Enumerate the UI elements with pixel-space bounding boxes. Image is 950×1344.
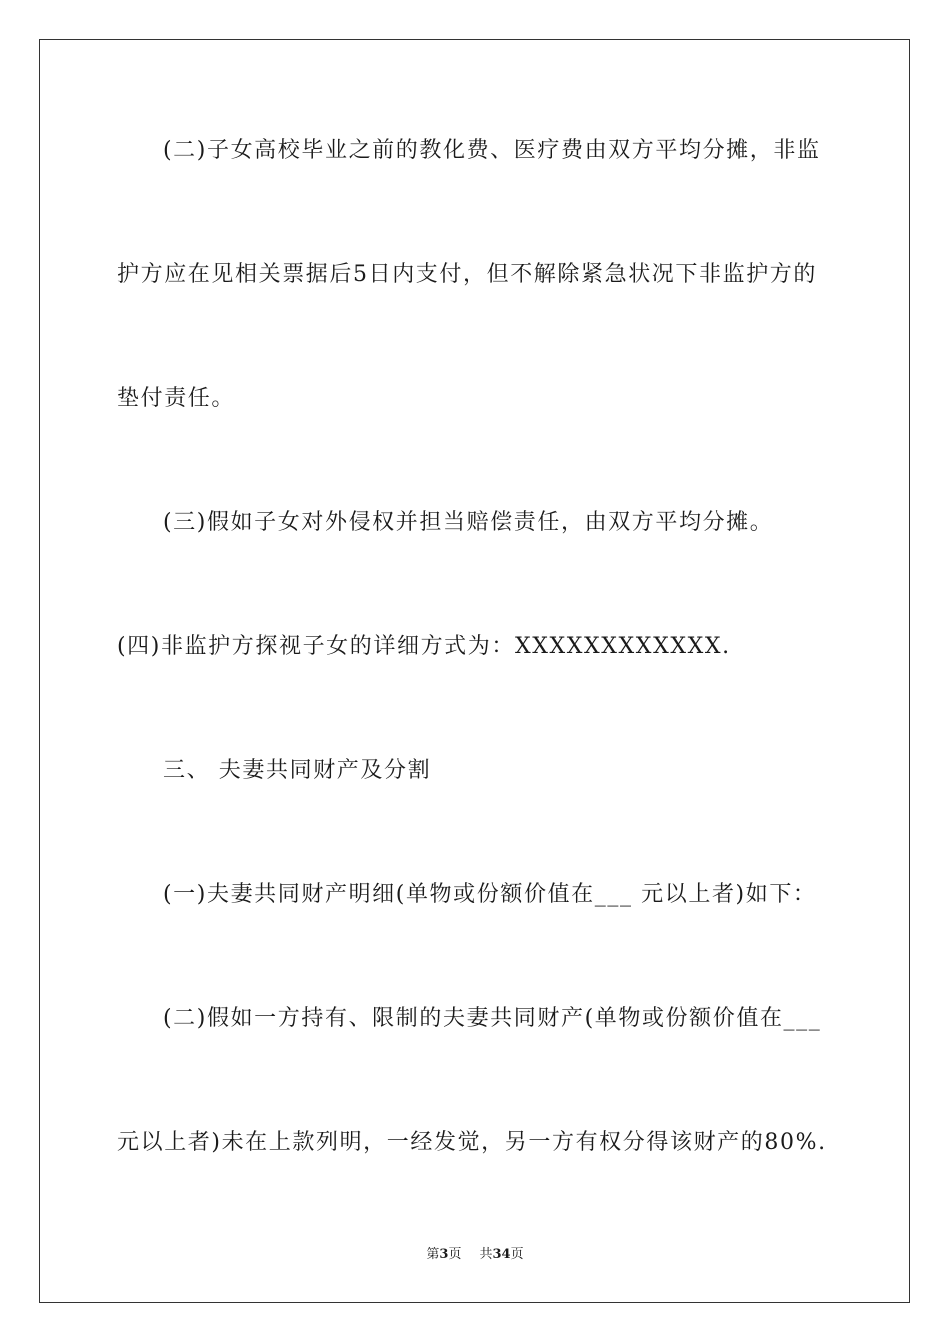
paragraph-line: (一)夫妻共同财产明细(单物或份额价值在___ 元以上者)如下： (163, 882, 817, 907)
page-footer (0, 1246, 950, 1264)
page-number: 3 (439, 1247, 449, 1262)
total-pages: 34 (492, 1247, 511, 1262)
page-border (39, 39, 910, 1303)
paragraph-line: (二)子女高校毕业之前的教化费、医疗费由双方平均分摊，非监 (163, 138, 821, 163)
page-prefix: 第 (426, 1247, 440, 1262)
paragraph-line: 元以上者)未在上款列明，一经发觉，另一方有权分得该财产的80%. (117, 1130, 827, 1155)
paragraph-line: (二)假如一方持有、限制的夫妻共同财产(单物或份额价值在___ (163, 1006, 822, 1031)
total-prefix: 共 (479, 1247, 493, 1262)
page-suffix: 页 (448, 1247, 462, 1262)
paragraph-line: (三)假如子女对外侵权并担当赔偿责任，由双方平均分摊。 (163, 510, 774, 535)
paragraph-line: 护方应在见相关票据后5日内支付，但不解除紧急状况下非监护方的 (117, 262, 817, 287)
paragraph-line: 垫付责任。 (117, 386, 236, 411)
paragraph-line: (四)非监护方探视子女的详细方式为：XXXXXXXXXXXX. (117, 634, 731, 659)
section-heading: 三、 夫妻共同财产及分割 (163, 758, 432, 783)
total-suffix: 页 (510, 1247, 524, 1262)
